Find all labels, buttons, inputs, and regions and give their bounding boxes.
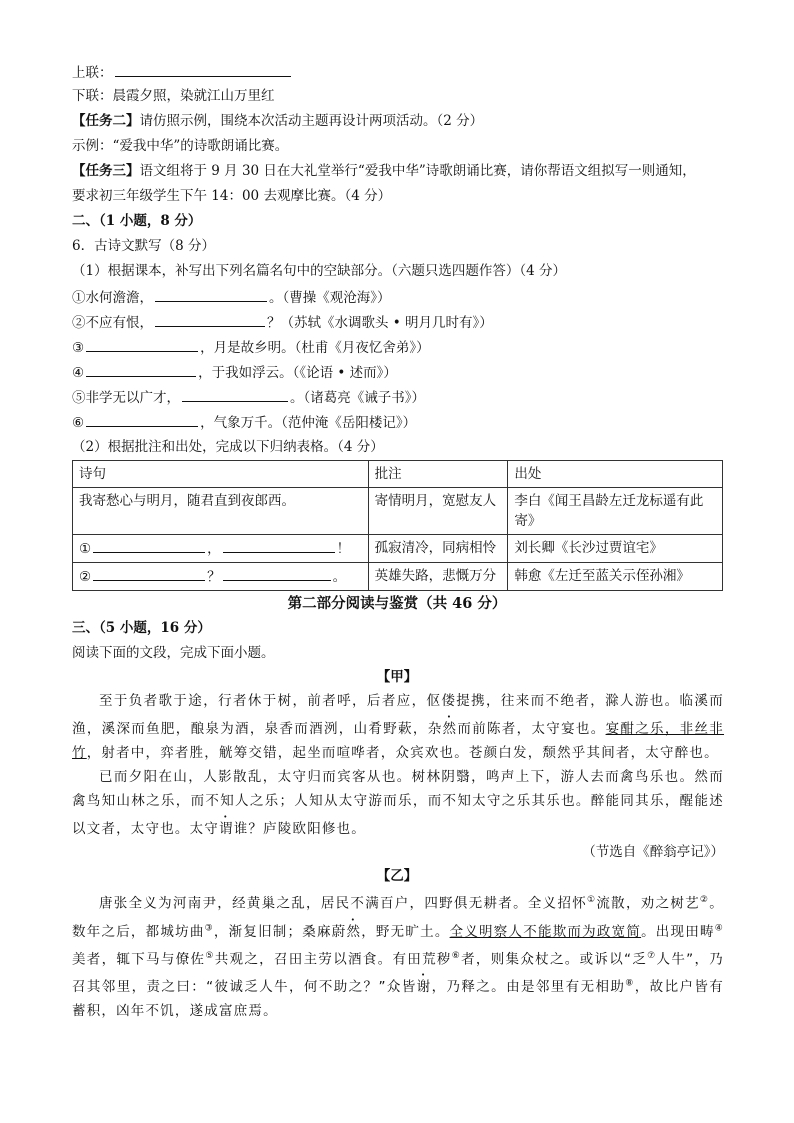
row1-end: ！ <box>336 541 351 557</box>
jia-p1-c: ，射者中，弈者胜，觥筹交错，起坐而喧哗者，众宾欢也。苍颜白发，颓然乎其间者，太守醉也。 <box>86 745 719 761</box>
footnote-1: ① <box>587 895 597 905</box>
jia-p1-underline: 宴酣之乐，非丝非竹 <box>72 721 725 761</box>
q6-title: 6．古诗文默写（8 分） <box>72 238 215 254</box>
q6-item-6 <box>72 412 416 433</box>
q6-item-6-post: ，气象万千。（范仲淹《岳阳楼记》） <box>200 415 417 431</box>
row2-end: 。 <box>332 569 347 585</box>
table-cell-note: 寄情明月，宽慰友人 <box>368 488 508 535</box>
shanglian-label: 上联： <box>72 65 113 81</box>
task3-text-1: 语文组将于 9 月 30 日在大礼堂举行“爱我中华”诗歌朗诵比赛，请你帮语文组拟写一则通知， <box>139 163 696 179</box>
row1-mid: ， <box>207 541 221 557</box>
footnote-3: ③ <box>204 923 214 933</box>
q6-item-4 <box>72 362 397 383</box>
footnote-5: ⑤ <box>205 950 215 961</box>
task2-example: 示例：“爱我中华”的诗歌朗诵比赛。 <box>72 138 289 154</box>
jia-p1-dot: 然 <box>442 721 458 737</box>
table-cell-poem: 我寄愁心与明月，随君直到夜郎西。 <box>73 488 369 535</box>
jia-p2-a: 已而夕阳在山，人影散乱，太守归而宾客从也。树林阴翳，鸣声上下，游人去而禽鸟乐也。然而禽鸟知山林之乐，而不知人之乐；人知从太守游而乐，而不知太守之乐其乐也。醉能同其乐，醒能述以文者，太守也。太守 <box>72 769 724 837</box>
q6-item-2 <box>72 312 493 333</box>
q6-item-2-post: ？（苏轼《水调歌头 • 明月几时有》） <box>267 315 493 331</box>
table-cell-note: 孤寂清冷，同病相怜 <box>368 535 508 563</box>
row2-prefix: ② <box>79 569 92 585</box>
table-header-note: 批注 <box>368 461 508 488</box>
q6-item-4-blank[interactable] <box>86 362 196 377</box>
shanglian-line <box>72 62 293 83</box>
table-cell-source: 刘长卿《长沙过贾谊宅》 <box>508 535 723 563</box>
q6-item-6-pre: ⑥ <box>72 415 85 431</box>
jia-p1-b: 而前陈者，太守宴也。 <box>457 721 606 737</box>
jia-label: 【甲】 <box>376 669 418 685</box>
q6-item-1 <box>72 287 391 308</box>
yi-i: 者，则集众杖之。或诉以“乏 <box>461 951 648 967</box>
yi-dot-2: 谢 <box>416 979 432 995</box>
q6-item-3-post: ，月是故乡明。（杜甫《月夜忆舍弟》） <box>200 340 430 356</box>
summary-table <box>72 460 723 591</box>
q6-part1: （1）根据课本，补写出下列名篇名句中的空缺部分。（六题只选四题作答）（4 分） <box>72 263 566 279</box>
yi-l: ，故比户皆有蓄积，凶年不饥，遂成富庶焉。 <box>72 979 724 1019</box>
jia-p2-b: 谁？庐陵欧阳修也。 <box>233 821 367 837</box>
yi-dot-1: 然 <box>346 923 362 940</box>
yi-f: 。出现田畴 <box>641 923 715 940</box>
q6-item-5-blank[interactable] <box>182 387 288 402</box>
table-header-source: 出处 <box>508 461 723 488</box>
yi-j: 人牛”，乃召其邻里，责之曰：“彼诚乏人牛，何不助之？”众皆 <box>72 951 724 995</box>
jia-passage <box>72 689 724 841</box>
yi-passage <box>72 888 724 1023</box>
yi-g: 美者，辄下马与僚佐 <box>72 951 206 967</box>
q6-item-1-post: 。（曹操《观沧海》） <box>269 290 391 306</box>
table-row <box>73 563 723 591</box>
table-cell-poem <box>73 563 369 591</box>
q6-item-2-pre: ②不应有恨， <box>72 315 153 331</box>
q6-item-1-blank[interactable] <box>155 287 267 302</box>
yi-c: 。数年之后，都城坊曲 <box>72 895 724 940</box>
q6-item-4-pre: ④ <box>72 365 85 381</box>
yi-label: 【乙】 <box>376 868 418 884</box>
task2-line <box>72 111 483 131</box>
q6-item-5-pre: ⑤非学无以广才， <box>72 390 180 406</box>
jia-source: （节选自《醉翁亭记》） <box>582 844 724 860</box>
table-cell-poem <box>73 535 369 563</box>
part2-title: 第二部分阅读与鉴赏（共 46 分） <box>287 595 507 612</box>
row1-prefix: ① <box>79 541 92 557</box>
row2-blank-2[interactable] <box>223 566 331 581</box>
table-row <box>73 535 723 563</box>
jia-p2-dot: 谓 <box>219 821 234 837</box>
jia-p1-a: 至于负者歌于途，行者休于树，前者呼，后者应，伛偻提携，往来而不绝者，滁人游也。临溪而渔，溪深而鱼肥，酿泉为酒，泉香而酒洌，山肴野蔌，杂 <box>72 693 724 737</box>
q6-item-5-post: 。（诸葛亮《诫子书》） <box>290 390 425 406</box>
yi-e: ，野无旷土。 <box>361 923 450 940</box>
row1-blank-2[interactable] <box>223 538 335 553</box>
jia-paragraph-1 <box>72 689 724 765</box>
q6-item-1-pre: ①水何澹澹， <box>72 290 153 306</box>
section2-heading: 二、（1 小题，8 分） <box>72 213 202 229</box>
row2-blank-1[interactable] <box>93 566 205 581</box>
yi-a: 唐张全义为河南尹，经黄巢之乱，居民不满百户，四野俱无耕者。全义招怀 <box>99 895 588 912</box>
q6-item-3-pre: ③ <box>72 340 85 356</box>
q6-item-5 <box>72 387 425 408</box>
q6-item-3 <box>72 337 430 358</box>
xialian-line: 下联：晨霞夕照，染就江山万里红 <box>72 88 275 104</box>
table-header-row <box>73 461 723 488</box>
footnote-2: ② <box>699 895 710 905</box>
task3-label: 【任务三】 <box>72 163 140 179</box>
footnote-6: ⑥ <box>451 950 462 961</box>
q6-part2: （2）根据批注和出处，完成以下归纳表格。（4 分） <box>72 439 384 455</box>
task3-line2: 要求初三年级学生下午 14：00 去观摩比赛。（4 分） <box>72 188 392 204</box>
yi-k: ，乃释之。由是邻里有无相助 <box>431 979 626 995</box>
task2-text: 请仿照示例，围绕本次活动主题再设计两项活动。（2 分） <box>139 113 484 129</box>
q6-item-6-blank[interactable] <box>86 412 198 427</box>
yi-paragraph <box>72 888 724 1023</box>
q6-item-4-post: ，于我如浮云。（《论语 • 述而》） <box>198 365 397 381</box>
footnote-7: ⑦ <box>647 950 657 961</box>
table-cell-source: 李白《闻王昌龄左迁龙标遥有此寄》 <box>508 488 723 535</box>
section3-heading: 三、（5 小题，16 分） <box>72 620 211 636</box>
q6-item-3-blank[interactable] <box>86 337 198 352</box>
table-row <box>73 488 723 535</box>
yi-underline: 全义明察人不能欺而为政宽简 <box>449 923 642 940</box>
yi-b: 流散，劝之树艺 <box>596 895 700 912</box>
yi-d: ，渐复旧制；桑麻蔚 <box>213 923 347 940</box>
table-header-poem: 诗句 <box>73 461 369 488</box>
footnote-4: ④ <box>714 923 725 933</box>
task3-line1 <box>72 161 696 181</box>
q6-item-2-blank[interactable] <box>155 312 265 327</box>
reading-intro: 阅读下面的文段，完成下面小题。 <box>72 645 275 661</box>
yi-h: 共观之，召田主劳以酒食。有田荒秽 <box>214 951 452 967</box>
table-cell-source: 韩愈《左迁至蓝关示侄孙湘》 <box>508 563 723 591</box>
footnote-8: ⑧ <box>625 978 635 989</box>
jia-paragraph-2 <box>72 765 724 841</box>
task2-label: 【任务二】 <box>72 113 140 129</box>
table-cell-note: 英雄失路，悲慨万分 <box>368 563 508 591</box>
row1-blank-1[interactable] <box>93 538 205 553</box>
row2-mid: ？ <box>207 569 221 585</box>
shanglian-blank[interactable] <box>115 62 291 77</box>
